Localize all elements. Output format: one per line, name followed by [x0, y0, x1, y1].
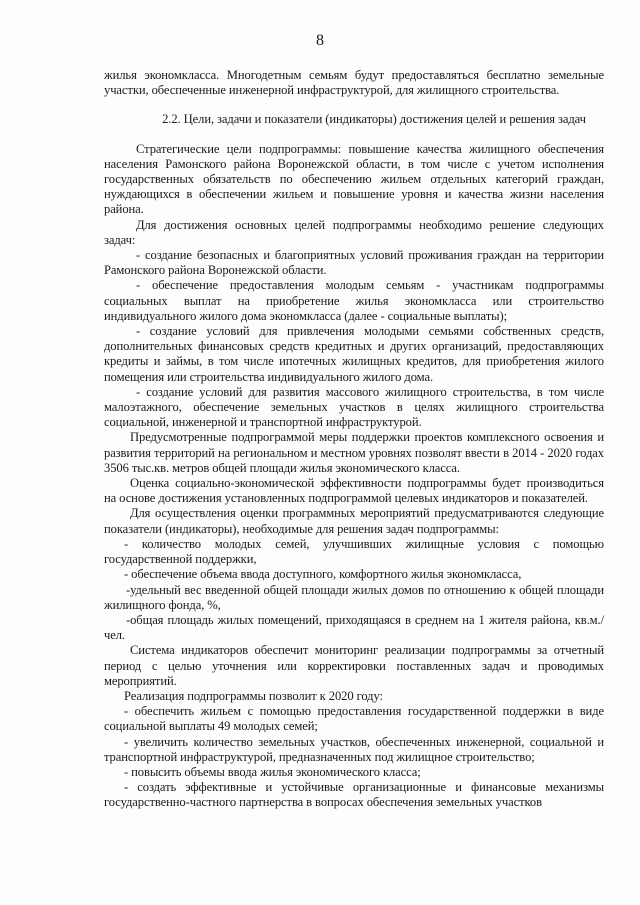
list-item-indicator-3: -удельный вес введенной общей площади жилых домов по отношению к общей площади жилищного фонда, %, [104, 582, 604, 612]
section-heading: 2.2. Цели, задачи и показатели (индикаторы) достижения целей и решения задач [162, 112, 586, 127]
list-item-result-3: - повысить объемы ввода жилья экономического класса; [124, 764, 421, 779]
paragraph-monitoring: Система индикаторов обеспечит мониторинг реализации подпрограммы за отчетный период с целью уточнения или корректировки поставленных задач и проводимых мероприятий. [104, 643, 604, 688]
paragraph-continuation: жилья экономкласса. Многодетным семьям будут предоставляться бесплатно земельные участки, обеспеченные инженерной инфраструктурой, для жилищного строительства. [104, 68, 604, 98]
list-item-task-4: - создание условий для развития массового жилищного строительства, в том числе малоэтажного, обеспечение земельных участков в целях жилищного строительства социальной, инженерной и транспортной инфраструктурой. [104, 384, 604, 430]
paragraph-evaluation: Оценка социально-экономической эффективности подпрограммы будет производиться на основе достижения установленных подпрограммой целевых индикаторов и показателей. [104, 476, 604, 506]
paragraph-results-intro: Реализация подпрограммы позволит к 2020 году: [124, 688, 383, 703]
list-item-indicator-2: - обеспечение объема ввода доступного, комфортного жилья экономкласса, [124, 567, 522, 582]
page-number: 8 [316, 32, 324, 49]
paragraph-tasks-intro: Для достижения основных целей подпрограммы необходимо решение следующих задач: [104, 217, 604, 247]
paragraph-indicators-intro: Для осуществления оценки программных мероприятий предусматриваются следующие показатели (индикаторы), необходимые для решения задач подпрограммы: [104, 506, 604, 536]
list-item-result-4: - создать эффективные и устойчивые организационные и финансовые механизмы государственно-частного партнерства в вопросах обеспечения земельных участков [104, 780, 604, 810]
list-item-indicator-4: -общая площадь жилых помещений, приходящаяся в среднем на 1 жителя района, кв.м./чел. [104, 612, 604, 643]
list-item-task-2: - обеспечение предоставления молодым семьям - участникам подпрограммы социальных выплат на приобретение жилья экономкласса или строительство индивидуального жилого дома экономкласса (далее - социальные выплаты); [104, 278, 604, 323]
paragraph-strategic-goals: Стратегические цели подпрограммы: повышение качества жилищного обеспечения населения Рамонского района Воронежской области, в том числе с учетом исполнения государственных обязательств по обеспечению жильем отдельных категорий граждан, нуждающихся в обеспечении жильем и повышение уровня и качества жизни населения района. [104, 141, 604, 217]
list-item-task-1: - создание безопасных и благоприятных условий проживания граждан на территории Рамонского района Воронежской области. [104, 248, 604, 278]
document-body [104, 68, 604, 811]
list-item-indicator-1: - количество молодых семей, улучшивших жилищные условия с помощью государственной поддержки, [104, 536, 604, 567]
list-item-task-3: - создание условий для привлечения молодыми семьями собственных средств, дополнительных финансовых средств кредитных и других организаций, предоставляющих кредиты и займы, в том числе ипотечных жилищных кредитов, для приобретения жилого помещения или строительства индивидуального жилого дома. [104, 324, 604, 384]
list-item-result-2: - увеличить количество земельных участков, обеспеченных инженерной, социальной и транспортной инфраструктурой, предназначенных под жилищное строительство; [104, 734, 604, 764]
list-item-result-1: - обеспечить жильем с помощью предоставления государственной поддержки в виде социальной выплаты 49 молодых семей; [104, 704, 604, 734]
paragraph-support-measures: Предусмотренные подпрограммой меры поддержки проектов комплексного освоения и развития территорий на региональном и местном уровнях позволят ввести в 2014 - 2020 годах 3506 тыс.кв. метров общей площади жилья экономического класса. [104, 430, 604, 475]
